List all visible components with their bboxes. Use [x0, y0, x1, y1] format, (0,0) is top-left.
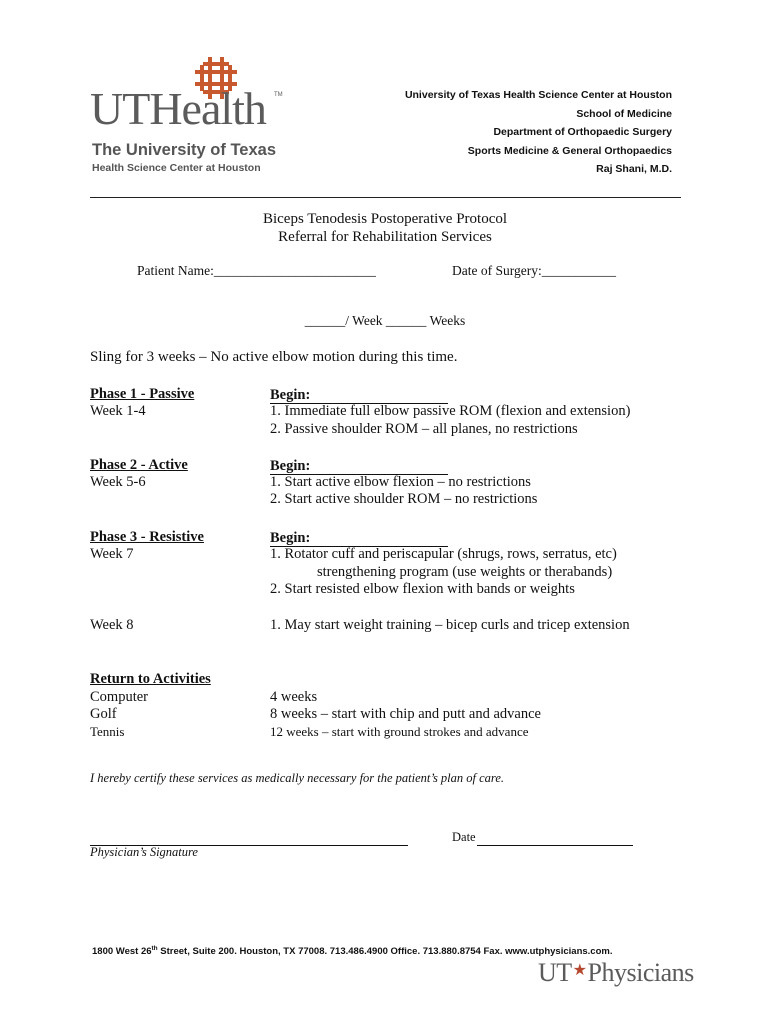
phase-2-begin[interactable] — [270, 457, 448, 475]
header-line: Sports Medicine & General Orthopaedics — [467, 144, 672, 157]
signature-label: Physician’s Signature — [90, 845, 198, 859]
activity-time: 8 weeks – start with chip and putt and advance — [270, 706, 541, 722]
activity-time: 4 weeks — [270, 689, 318, 705]
activity-name: Tennis — [90, 724, 125, 739]
letterhead-address-block — [405, 86, 672, 179]
phase-1-title: Phase 1 - Passive — [90, 386, 195, 402]
week-8-item: 1. May start weight training – bicep curls and tricep extension — [270, 617, 630, 633]
header-line: Raj Shani, M.D. — [596, 163, 672, 175]
phase-2-item: 1. Start active elbow flexion – no restrictions — [270, 474, 531, 490]
document-title: Biceps Tenodesis Postoperative Protocol — [262, 211, 508, 227]
uthealth-wordmark: UTHealth — [90, 83, 266, 134]
phase-3-title: Phase 3 - Resistive — [90, 529, 204, 545]
phase-3-item: strengthening program (use weights or therabands) — [317, 564, 613, 580]
phase-2-title: Phase 2 - Active — [90, 457, 188, 473]
phase-1-begin[interactable] — [270, 386, 448, 404]
header-line: Department of Orthopaedic Surgery — [493, 126, 672, 138]
header-divider — [90, 197, 681, 198]
phase-3-week: Week 7 — [90, 546, 134, 562]
phase-1-item: 1. Immediate full elbow passive ROM (flexion and extension) — [270, 403, 631, 419]
sling-instructions: Sling for 3 weeks – No active elbow motion during this time. — [90, 349, 458, 365]
ut-physicians-logo — [538, 958, 694, 988]
begin-label: Begin: — [270, 531, 448, 547]
header-line: University of Texas Health Science Center at Houston — [404, 89, 672, 101]
phase-3-item: 1. Rotator cuff and periscapular (shrugs, rows, serratus, etc) — [270, 546, 617, 562]
return-to-activities-title: Return to Activities — [90, 671, 211, 687]
logo-center-name: Health Science Center at Houston — [92, 162, 261, 174]
signature-date-line[interactable] — [477, 845, 633, 846]
certification-statement: I hereby certify these services as medically necessary for the patient’s plan of care. — [90, 771, 505, 785]
footer-ordinal: th — [151, 945, 158, 952]
activity-time: 12 weeks – start with ground strokes and advance — [270, 724, 529, 739]
footer-address — [92, 945, 612, 957]
phase-2-item: 2. Start active shoulder ROM – no restrictions — [270, 491, 538, 507]
footer-address-rest: Street, Suite 200. Houston, TX 77008. 713.486.4900 Office. 713.880.8754 Fax. www.utphysicians.com. — [157, 946, 613, 958]
begin-label: Begin: — [270, 459, 448, 475]
week-8-label: Week 8 — [90, 617, 134, 633]
activity-name: Golf — [90, 706, 117, 722]
ut-physicians-logo-word: Physicians — [587, 958, 694, 987]
phase-3-begin[interactable] — [270, 529, 448, 547]
phase-1-item: 2. Passive shoulder ROM – all planes, no restrictions — [270, 421, 578, 437]
document-subtitle: Referral for Rehabilitation Services — [278, 229, 492, 245]
begin-label: Begin: — [270, 388, 448, 404]
date-of-surgery-field[interactable]: Date of Surgery:___________ — [452, 263, 616, 278]
phase-3-item: 2. Start resisted elbow flexion with bands or weights — [270, 581, 575, 597]
star-icon: ★ — [572, 962, 587, 979]
ut-physicians-logo-ut: UT — [538, 958, 572, 987]
phase-2-week: Week 5-6 — [90, 474, 146, 490]
date-label: Date — [452, 830, 476, 844]
footer-address-start: 1800 West 26 — [92, 946, 152, 958]
phase-1-week: Week 1-4 — [90, 403, 146, 419]
header-line: School of Medicine — [576, 107, 672, 120]
logo-university-name: The University of Texas — [92, 141, 277, 159]
activity-name: Computer — [90, 689, 148, 705]
patient-name-field[interactable]: Patient Name:________________________ — [137, 263, 376, 278]
trademark: TM — [274, 92, 283, 98]
frequency-field[interactable]: ______/ Week ______ Weeks — [304, 313, 466, 328]
